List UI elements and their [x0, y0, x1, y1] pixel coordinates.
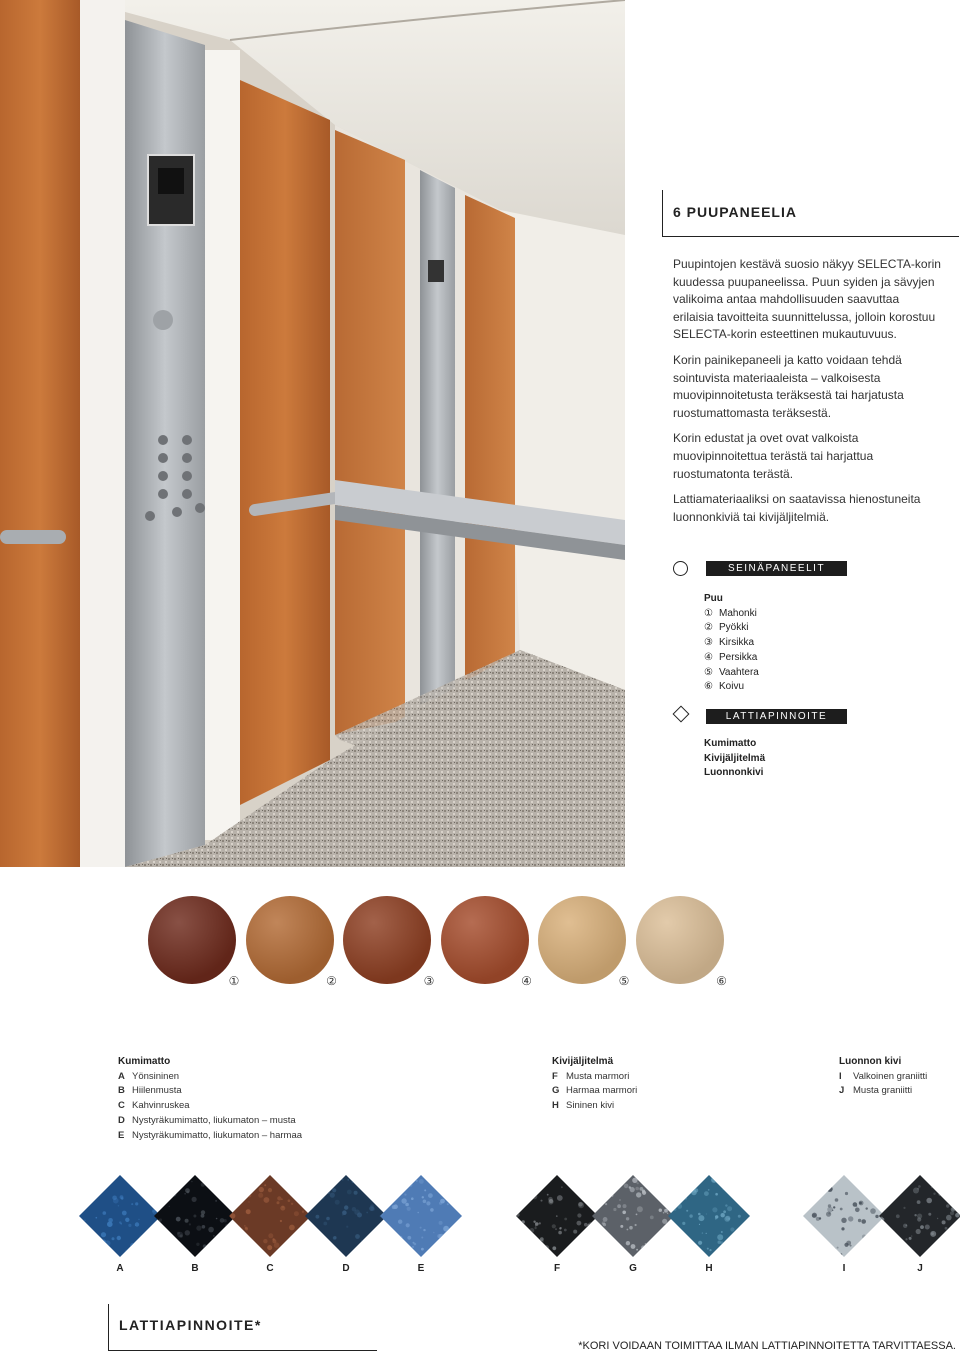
wood-swatch: [441, 896, 529, 984]
floor-type-item: Kumimatto: [704, 738, 757, 749]
wood-swatch: [636, 896, 724, 984]
floor-legend-letter: C: [118, 1100, 125, 1112]
footer-header: [108, 1304, 377, 1351]
floor-sample-swatch: [803, 1175, 885, 1257]
floor-sample-swatch: [229, 1175, 311, 1257]
floor-legend-label: Musta marmori: [566, 1070, 630, 1082]
wood-swatch: [246, 896, 334, 984]
wood-item-label: Koivu: [719, 681, 745, 693]
wood-item-label: Vaahtera: [719, 666, 759, 678]
wood-item-number: ⑥: [704, 681, 713, 693]
wood-swatch: [148, 896, 236, 984]
floor-legend-letter: A: [118, 1070, 125, 1082]
wood-list: [704, 592, 759, 695]
wood-item-label: Mahonki: [719, 607, 757, 619]
wood-group-label: Puu: [704, 593, 723, 604]
wood-item-label: Pyökki: [719, 622, 749, 634]
wood-item: [704, 680, 759, 695]
floor-legend-letter: J: [839, 1085, 845, 1097]
floor-sample-swatch: [592, 1175, 674, 1257]
wood-item: [704, 666, 759, 681]
footer-title: LATTIAPINNOITE*: [119, 1317, 262, 1333]
wood-swatch-number: ④: [521, 974, 532, 988]
intro-paragraph: Lattiamateriaaliksi on saatavissa hienostuneita luonnonkiviä tai kivijäljitelmiä.: [673, 492, 921, 524]
floor-legend-letter: E: [118, 1129, 125, 1141]
circle-marker-icon: [673, 561, 688, 576]
floor-legend-group: [839, 1055, 927, 1099]
floor-sample-letter: H: [705, 1263, 713, 1274]
wood-item-label: Kirsikka: [719, 637, 755, 649]
floor-sample-letter: E: [417, 1263, 425, 1274]
floor-legend-label: Hiilenmusta: [132, 1085, 182, 1097]
intro-paragraph: Korin painikepaneeli ja katto voidaan tehdä sointuvista materiaaleista – valkoisesta muovipinnoitetusta teräksestä tai harjatusta ruostumattomasta teräksestä.: [673, 352, 904, 420]
floor-legend-head: Kivijäljitelmä: [552, 1056, 614, 1067]
wood-item-label: Persikka: [719, 651, 758, 663]
wood-item-number: ⑤: [704, 666, 713, 678]
floor-sample-letter: J: [917, 1263, 923, 1274]
floor-legend-item: [118, 1114, 302, 1129]
floor-legend-label: Sininen kivi: [566, 1100, 615, 1112]
intro-paragraph: Korin edustat ja ovet ovat valkoista muovipinnoitettua terästä tai harjattua ruostumatonta terästä.: [673, 431, 874, 481]
wall-panel-title: SEINÄPANEELIT: [706, 561, 847, 576]
wood-swatch: [343, 896, 431, 984]
floor-legend-letter: B: [118, 1085, 125, 1097]
section-header: [662, 190, 959, 237]
floor-legend-letter: I: [839, 1070, 842, 1082]
floor-sample-swatch: [79, 1175, 161, 1257]
floor-type-item: Kivijäljitelmä: [704, 752, 766, 764]
wood-swatch-number: ③: [423, 974, 435, 988]
floor-sample-letter: I: [842, 1263, 846, 1274]
floor-legend-item: [118, 1084, 302, 1099]
wood-item: [704, 607, 759, 622]
floor-legend-head: Luonnon kivi: [839, 1056, 902, 1067]
wood-item-number: ①: [704, 607, 713, 619]
floor-sample-letter: C: [266, 1263, 274, 1274]
wood-item-number: ③: [704, 637, 713, 649]
floor-legend-label: Kahvinruskea: [132, 1100, 190, 1112]
floor-sample-swatch: [879, 1175, 960, 1257]
floor-sample-letter: A: [116, 1263, 124, 1274]
floor-legend-letter: G: [552, 1085, 560, 1097]
floor-legend-group: [552, 1055, 637, 1114]
wood-item: [704, 621, 759, 636]
floor-legend-item: [839, 1070, 927, 1085]
floor-legend-letter: H: [552, 1100, 559, 1112]
wood-item-number: ④: [704, 651, 713, 663]
wood-item-number: ②: [704, 622, 713, 634]
footnote: *KORI VOIDAAN TOIMITTAA ILMAN LATTIAPINNOITETTA TARVITTAESSA.: [578, 1340, 956, 1352]
diamond-marker-icon: [673, 706, 690, 723]
floor-sample-letter: B: [191, 1263, 199, 1274]
wood-swatch-number: ⑥: [716, 974, 727, 988]
floor-sample-letter: D: [342, 1263, 350, 1274]
floor-sample-swatch: [668, 1175, 750, 1257]
floor-legend-letter: D: [118, 1114, 125, 1126]
wood-swatch: [538, 896, 626, 984]
intro-paragraph: Puupintojen kestävä suosio näkyy SELECTA-korin kuudessa puupaneelissa. Puun syiden ja sävyjen valikoima antaa mahdollisuuden saavuttaa erilaisia tavoitteita suunnittelussa, jolloin korostuu SELECTA-korin esteettinen mukautuvuus.: [673, 257, 941, 342]
floor-legend-head: Kumimatto: [118, 1056, 171, 1067]
floor-covering-title: LATTIAPINNOITE: [706, 709, 847, 724]
floor-legend-label: Nystyräkumimatto, liukumaton – musta: [132, 1114, 296, 1126]
floor-legend-label: Harmaa marmori: [566, 1085, 638, 1097]
floor-legend-label: Musta graniitti: [853, 1085, 913, 1097]
floor-legend-label: Yönsininen: [132, 1070, 180, 1082]
floor-legend-label: Valkoinen graniitti: [853, 1070, 928, 1082]
floor-type-list: [704, 737, 765, 781]
wood-swatch-number: ②: [326, 974, 337, 988]
floor-legend-item: [552, 1084, 637, 1099]
floor-legend-label: Nystyräkumimatto, liukumaton – harmaa: [132, 1129, 303, 1141]
floor-sample-swatch: [516, 1175, 598, 1257]
intro-text: [673, 256, 943, 534]
floor-sample-letter: F: [553, 1263, 561, 1274]
floor-legend-item: [839, 1084, 927, 1099]
floor-legend-item: [118, 1129, 302, 1144]
elevator-interior-photo: [0, 0, 625, 867]
section-title: 6 PUUPANEELIA: [673, 204, 797, 220]
floor-sample-swatch: [305, 1175, 387, 1257]
floor-sample-swatch: [380, 1175, 462, 1257]
wood-item: [704, 636, 759, 651]
floor-legend-item: [552, 1070, 637, 1085]
floor-legend-group: [118, 1055, 302, 1143]
floor-legend-item: [118, 1099, 302, 1114]
floor-type-item: Luonnonkivi: [704, 767, 764, 779]
floor-sample-swatch: [154, 1175, 236, 1257]
wood-swatch-number: ①: [228, 974, 240, 988]
floor-sample-letter: G: [629, 1263, 637, 1274]
floor-legend-letter: F: [552, 1070, 558, 1082]
wood-item: [704, 651, 759, 666]
floor-legend-item: [118, 1070, 302, 1085]
floor-legend-item: [552, 1099, 637, 1114]
wood-swatch-number: ⑤: [618, 974, 630, 988]
